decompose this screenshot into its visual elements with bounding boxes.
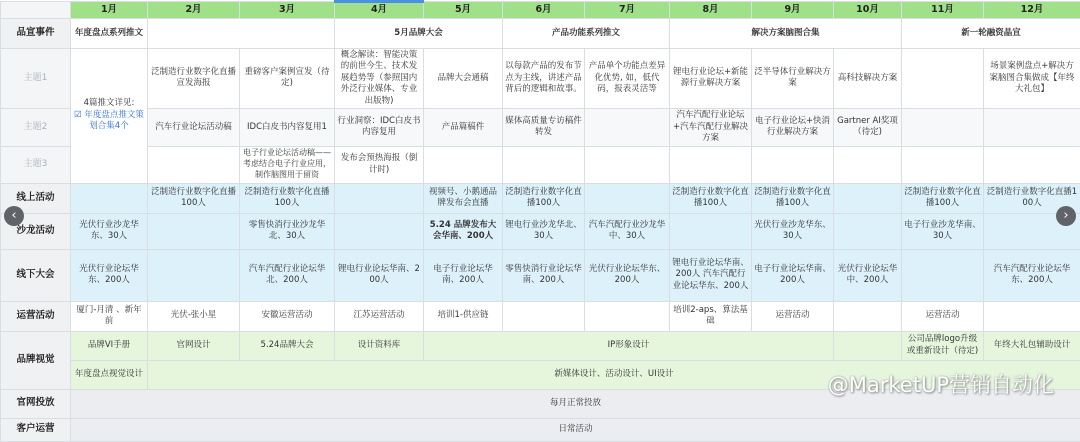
category-offline[interactable]: 线下大会	[1, 249, 71, 301]
theme-cell[interactable]	[585, 146, 670, 183]
offline-cell[interactable]: 电子行业论坛华南、200人	[752, 249, 834, 301]
month-header[interactable]: 12月	[984, 2, 1080, 19]
visual-cell[interactable]: 品牌VI手册	[71, 331, 148, 360]
theme-cell[interactable]	[902, 48, 984, 108]
online-cell[interactable]: 泛制造行业数字化直播100人	[148, 183, 240, 213]
salon-cell[interactable]	[148, 213, 240, 249]
salon-cell[interactable]: 5.24 品牌发布大会华南、200人	[424, 213, 503, 249]
theme-cell[interactable]: 电子行业论坛活动稿——考虑结合电子行业应用，制作脑图用于留资	[240, 146, 335, 183]
event-cell[interactable]: 5月品牌大会	[335, 18, 503, 48]
event-cell[interactable]: 新一轮融资晶宣	[902, 18, 1080, 48]
theme-cell[interactable]: 媒体高质量专访稿件转发	[503, 109, 585, 146]
visual-row-1	[1, 331, 1080, 360]
event-cell[interactable]: 年度盘点系列推文	[71, 18, 148, 48]
theme-cell[interactable]	[670, 146, 752, 183]
ops-cell[interactable]: 安徽运营活动	[240, 301, 335, 331]
theme-cell[interactable]: 泛半导体行业解决方案	[752, 48, 834, 108]
online-cell[interactable]: 泛制造行业数字化直播100人	[984, 183, 1080, 213]
online-cell[interactable]: 泛制造行业数字化直播100人	[670, 183, 752, 213]
month-header[interactable]: 11月	[902, 2, 984, 19]
offline-cell[interactable]: 汽车汽配行业论坛华东、200人	[984, 249, 1080, 301]
category-brand-events[interactable]: 品宣事件	[1, 18, 71, 48]
chevron-right-icon[interactable]: ›	[1056, 206, 1076, 226]
offline-cell[interactable]: 零售快消行业论坛华南、200人	[503, 249, 585, 301]
offline-cell[interactable]: 锂电行业论坛华南、200人 汽车汽配行业论坛华东、200人	[670, 249, 752, 301]
visual-cell[interactable]: 年终大礼包辅助设计	[984, 331, 1080, 360]
chevron-left-icon[interactable]: ‹	[4, 206, 24, 226]
visual-cell[interactable]: IP形象设计	[424, 331, 834, 360]
ops-cell[interactable]: 运营活动	[752, 301, 834, 331]
theme-cell[interactable]	[902, 146, 984, 183]
salon-cell[interactable]	[834, 213, 902, 249]
theme-cell[interactable]: Gartner AI奖项（待定)	[834, 109, 902, 146]
event-cell[interactable]: 解决方案脑图合集	[670, 18, 902, 48]
salon-cell[interactable]: 电子行业沙龙华南、30人	[902, 213, 984, 249]
salon-cell[interactable]: 光伏行业沙龙华东、30人	[71, 213, 148, 249]
month-header[interactable]: 7月	[585, 2, 670, 19]
theme-label[interactable]: 主题2	[1, 109, 71, 146]
document-link-icon: ☑	[74, 110, 84, 120]
online-cell[interactable]	[834, 183, 902, 213]
category-ops[interactable]: 运营活动	[1, 301, 71, 331]
theme-cell[interactable]	[984, 146, 1080, 183]
ops-cell[interactable]	[834, 301, 902, 331]
theme-cell[interactable]: 汽车汽配行业论坛+汽车汽配行业解决方案	[670, 109, 752, 146]
theme-cell[interactable]: 泛制造行业数字化直播宣发海报	[148, 48, 240, 108]
brand-events-row	[1, 18, 1080, 48]
theme-cell[interactable]	[902, 109, 984, 146]
ops-cell[interactable]	[503, 301, 585, 331]
theme-cell[interactable]: 重磅客户案例宣发（待定)	[240, 48, 335, 108]
theme-cell[interactable]: IDC白皮书内容复用1	[240, 109, 335, 146]
corner-cell	[1, 2, 71, 19]
salon-cell[interactable]: 锂电行业沙龙华北、30人	[503, 213, 585, 249]
theme-cell[interactable]: 高科技解决方案	[834, 48, 902, 108]
theme-cell[interactable]: 电子行业论坛+快消行业解决方案	[752, 109, 834, 146]
online-cell[interactable]	[335, 183, 424, 213]
event-cell[interactable]: 产品功能系列推文	[503, 18, 670, 48]
theme-cell[interactable]	[984, 109, 1080, 146]
theme-cell[interactable]	[585, 109, 670, 146]
online-cell[interactable]	[585, 183, 670, 213]
theme-label[interactable]: 主题1	[1, 48, 71, 108]
theme-m1-link[interactable]	[73, 110, 145, 133]
ops-cell[interactable]	[585, 301, 670, 331]
online-cell[interactable]: 视频号、小鹅通品牌发布会直播	[424, 183, 503, 213]
online-cell[interactable]: 泛制造行业数字化直播100人	[752, 183, 834, 213]
theme-cell[interactable]: 场景案例盘点+解决方案脑图合集做成【年终大礼包】	[984, 48, 1080, 108]
theme-cell[interactable]	[424, 146, 503, 183]
theme-cell[interactable]: 行业洞察：IDC白皮书内容复用	[335, 109, 424, 146]
category-salon[interactable]: 沙龙活动	[1, 213, 71, 249]
visual-cell[interactable]: 设计资料库	[335, 331, 424, 360]
theme3-row	[1, 146, 1080, 183]
customer-row	[1, 418, 1080, 441]
theme-cell[interactable]: 概念解读：智能决策的前世今生、技术发展趋势等（参照国内外泛行业媒体、专业出版物)	[335, 48, 424, 108]
ops-cell[interactable]: 厦门-月清 、新年前	[71, 301, 148, 331]
theme-cell[interactable]	[148, 146, 240, 183]
month-header[interactable]: 10月	[834, 2, 902, 19]
ops-cell[interactable]: 运营活动	[902, 301, 984, 331]
ops-row	[1, 301, 1080, 331]
theme1-row	[1, 48, 1080, 108]
online-cell[interactable]: 泛制造行业数字化直播100人	[240, 183, 335, 213]
salon-cell[interactable]: 汽车汽配行业沙龙华中、30人	[585, 213, 670, 249]
visual-cell[interactable]: 公司品牌logo升级或重新设计（待定)	[902, 331, 984, 360]
theme-m1-cell[interactable]	[71, 48, 148, 183]
offline-cell[interactable]: 光伏行业论坛华东、200人	[585, 249, 670, 301]
month-header-row	[1, 2, 1080, 19]
theme-cell[interactable]	[834, 146, 902, 183]
category-website[interactable]: 官网投放	[1, 389, 71, 418]
ops-cell[interactable]	[984, 301, 1080, 331]
month-header[interactable]: 2月	[148, 2, 240, 19]
salon-cell[interactable]: 零售快消行业沙龙华北、30人	[240, 213, 335, 249]
offline-row	[1, 249, 1080, 301]
visual-cell[interactable]: 年度盘点视觉设计	[71, 360, 148, 389]
theme2-row	[1, 109, 1080, 146]
month-header[interactable]: 3月	[240, 2, 335, 19]
theme-m1-link-text[interactable]: 年度盘点推文策划合集4个	[84, 110, 144, 131]
ops-cell[interactable]: 培训1-供应链	[424, 301, 503, 331]
offline-cell[interactable]: 光伏行业论坛华东、200人	[71, 249, 148, 301]
online-cell[interactable]	[71, 183, 148, 213]
theme-cell[interactable]: 锂电行业论坛+新能源行业解决方案	[670, 48, 752, 108]
theme-cell[interactable]	[503, 146, 585, 183]
theme-label[interactable]: 主题3	[1, 146, 71, 183]
category-customer[interactable]: 客户运营	[1, 418, 71, 441]
online-row	[1, 183, 1080, 213]
ops-cell[interactable]: 光伏-张小星	[148, 301, 240, 331]
theme-cell[interactable]: 以每款产品的发布节点为主线，讲述产品背后的逻辑和故事。	[503, 48, 585, 108]
month-header[interactable]: 6月	[503, 2, 585, 19]
category-visual[interactable]: 品牌视觉	[1, 331, 71, 389]
theme-cell[interactable]: 汽车行业论坛活动稿	[148, 109, 240, 146]
offline-cell[interactable]: 光伏行业论坛华中、200人	[834, 249, 902, 301]
month-header[interactable]: 5月	[424, 2, 503, 19]
visual-cell[interactable]: 5.24品牌大会	[240, 331, 335, 360]
month-header[interactable]: 4月	[335, 2, 424, 19]
month-header[interactable]: 9月	[752, 2, 834, 19]
theme-cell[interactable]	[752, 146, 834, 183]
theme-cell[interactable]: 产品篇稿件	[424, 109, 503, 146]
theme-cell[interactable]: 品牌大会通稿	[424, 48, 503, 108]
theme-cell[interactable]: 发布会预热海报（倒计时)	[335, 146, 424, 183]
salon-cell[interactable]	[670, 213, 752, 249]
event-cell[interactable]	[148, 18, 335, 48]
offline-cell[interactable]: 锂电行业论坛华南、200人	[335, 249, 424, 301]
month-header[interactable]: 8月	[670, 2, 752, 19]
offline-cell[interactable]	[148, 249, 240, 301]
visual-cell[interactable]: 新媒体设计、活动设计、UI设计	[148, 360, 1080, 389]
online-cell[interactable]: 泛制造行业数字化直播100人	[902, 183, 984, 213]
website-cell[interactable]: 每月正常投放	[71, 389, 1080, 418]
customer-cell[interactable]: 日常活动	[71, 418, 1080, 441]
salon-row	[1, 213, 1080, 249]
offline-cell[interactable]: 汽车汽配行业论坛华北、200人	[240, 249, 335, 301]
visual-cell[interactable]	[834, 331, 902, 360]
theme-cell[interactable]: 产品单个功能点差异化优势, 如，低代码，报表灵活等	[585, 48, 670, 108]
salon-cell[interactable]	[335, 213, 424, 249]
ops-cell[interactable]: 培训2-aps、算法基础	[670, 301, 752, 331]
online-cell[interactable]: 泛制造行业数字化直播100人	[503, 183, 585, 213]
month-header[interactable]: 1月	[71, 2, 148, 19]
theme-m1-note: 4篇推文详见:	[73, 98, 145, 109]
offline-cell[interactable]: 电子行业论坛华南、200人	[424, 249, 503, 301]
visual-cell[interactable]: 官网设计	[148, 331, 240, 360]
salon-cell[interactable]: 光伏行业沙龙华东、30人	[752, 213, 834, 249]
offline-cell[interactable]	[902, 249, 984, 301]
ops-cell[interactable]: 江苏运营活动	[335, 301, 424, 331]
category-online[interactable]: 线上活动	[1, 183, 71, 213]
watermark-text: @MarketUP营销自动化	[828, 369, 1054, 399]
